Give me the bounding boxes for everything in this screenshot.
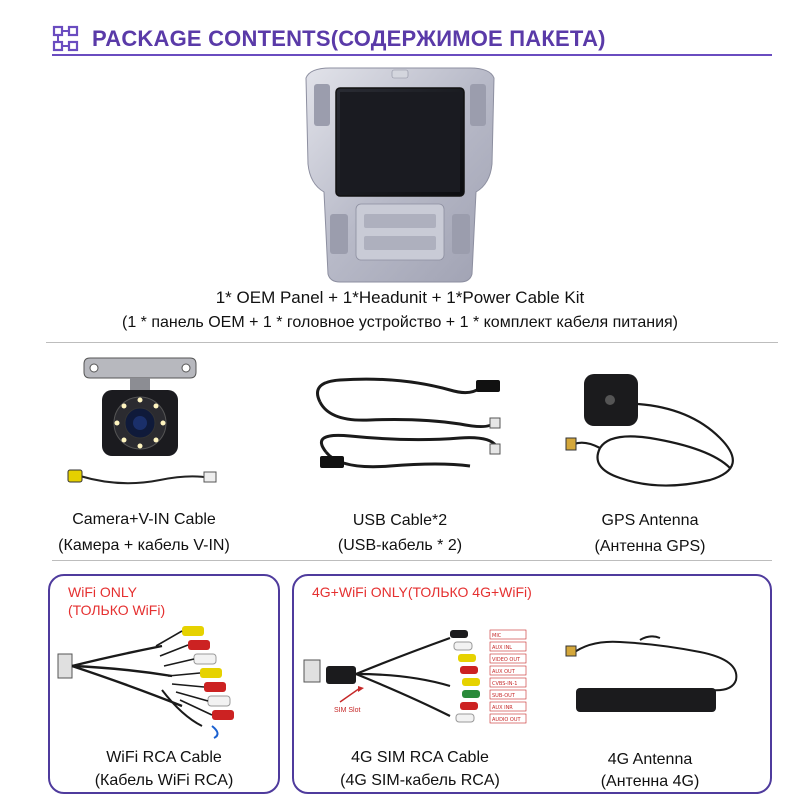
sim-slot-label: SIM Slot: [334, 707, 361, 714]
camera-caption-en: Camera+V-IN Cable: [72, 511, 216, 528]
main-caption-ru: (1 * панель OEM + 1 * головное устройство + 1 * комплект кабеля питания): [121, 314, 678, 331]
gps-caption-ru: (Антенна GPS): [594, 538, 706, 555]
fourg-rca-caption-en: 4G SIM RCA Cable: [351, 749, 489, 766]
main-caption-en: 1* OEM Panel + 1*Headunit + 1*Power Cable Kit: [215, 288, 585, 307]
camera-caption-ru: (Камера + кабель V-IN): [58, 537, 230, 554]
cable-tag: VIDEO OUT: [492, 657, 521, 663]
cable-tag: SUB-OUT: [492, 693, 515, 699]
cable-tag: AUX INR: [492, 705, 513, 711]
wifi-rca-caption-ru: (Кабель WiFi RCA): [94, 772, 234, 789]
header-divider: [52, 54, 772, 56]
section-divider: [52, 560, 772, 561]
fourg-antenna-caption-ru: (Антенна 4G): [600, 773, 700, 790]
gps-caption-en: GPS Antenna: [601, 512, 699, 529]
fourg-antenna-caption-en: 4G Antenna: [607, 751, 693, 768]
wifi-only-ru-label: (ТОЛЬКО WiFi): [68, 602, 166, 618]
camera-image: [60, 350, 230, 500]
gps-antenna-image: [560, 368, 760, 498]
fourg-rca-caption-ru: (4G SIM-кабель RCA): [340, 772, 500, 789]
cable-tag: AUX INL: [492, 645, 513, 651]
cable-tag: CVBS-IN-1: [492, 681, 518, 687]
fourg-sim-rca-cable-image: [300, 616, 540, 738]
package-grid-icon: [52, 25, 80, 53]
usb-caption-ru: (USB-кабель * 2): [337, 537, 463, 554]
wifi-rca-cable-image: [52, 616, 276, 742]
usb-cable-image: [300, 362, 510, 490]
cable-tag: AUX OUT: [492, 669, 515, 675]
usb-caption-en: USB Cable*2: [352, 512, 448, 529]
cable-tag: MIC: [492, 633, 502, 639]
page-title: PACKAGE CONTENTS(СОДЕРЖИМОЕ ПАКЕТА): [92, 26, 606, 51]
wifi-only-label: WiFi ONLY: [68, 584, 137, 600]
section-divider: [46, 342, 778, 343]
fourg-antenna-image: [560, 630, 760, 730]
cable-tag: AUDIO OUT: [492, 717, 521, 723]
wifi-rca-caption-en: WiFi RCA Cable: [106, 749, 222, 766]
fourg-wifi-only-label: 4G+WiFi ONLY(ТОЛЬКО 4G+WiFi): [312, 584, 532, 600]
head-unit-panel-image: [300, 64, 500, 286]
